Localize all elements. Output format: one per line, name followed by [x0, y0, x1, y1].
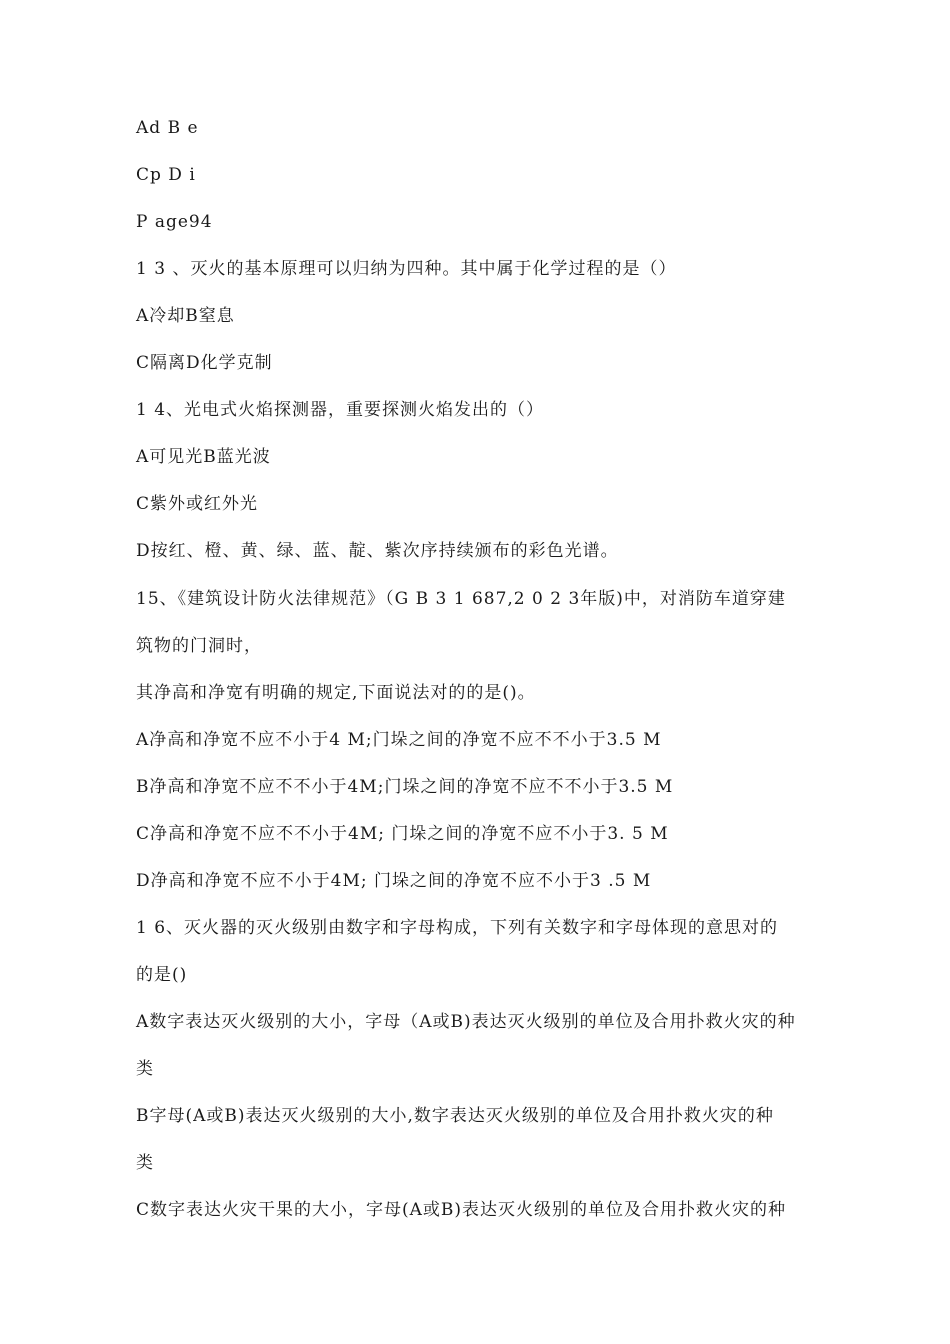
- question-15: 15、《建筑设计防火法律规范》（G B 3 1 687,2 0 2 3年版)中，对消防车道穿建: [136, 589, 786, 609]
- question-15-option-a: A净高和净宽不应不小于4 M;门垛之间的净宽不应不不小于3.5 M: [136, 730, 662, 750]
- question-14-option-c: C紫外或红外光: [136, 494, 259, 514]
- question-13-options-ab: A冷却B窒息: [136, 306, 235, 326]
- question-16: 1 6、灭火器的灭火级别由数字和字母构成，下列有关数字和字母体现的意思对的: [136, 918, 779, 938]
- question-14: 1 4、光电式火焰探测器，重要探测火焰发出的（）: [136, 400, 545, 420]
- question-15-cont: 筑物的门洞时，: [136, 636, 262, 656]
- question-13: 1 3 、灭火的基本原理可以归纳为四种。其中属于化学过程的是（）: [136, 259, 677, 279]
- option-line-a-e: Ad B e: [136, 118, 199, 138]
- question-16-option-c: C数字表达火灾干果的大小，字母(A或B)表达灭火级别的单位及合用扑救火灾的种: [136, 1200, 787, 1220]
- page-marker: P age94: [136, 212, 213, 232]
- question-15-option-c: C净高和净宽不应不不小于4M; 门垛之间的净宽不应不小于3. 5 M: [136, 824, 669, 844]
- question-16-option-b-cont: 类: [136, 1153, 154, 1173]
- question-16-option-a-cont: 类: [136, 1059, 154, 1079]
- question-16-cont: 的是(): [136, 965, 188, 985]
- option-line-c-i: Cp D i: [136, 165, 196, 185]
- question-14-options-ab: A可见光B蓝光波: [136, 447, 271, 467]
- question-16-option-b: B字母(A或B)表达灭火级别的大小,数字表达灭火级别的单位及合用扑救火灾的种: [136, 1106, 774, 1126]
- question-15-prompt: 其净高和净宽有明确的规定,下面说法对的的是()。: [136, 683, 536, 703]
- question-13-options-cd: C隔离D化学克制: [136, 353, 273, 373]
- question-16-option-a: A数字表达灭火级别的大小，字母（A或B)表达灭火级别的单位及合用扑救火灾的种: [136, 1012, 796, 1032]
- question-15-option-d: D净高和净宽不应不小于4M; 门垛之间的净宽不应不小于3 .5 M: [136, 871, 652, 891]
- question-15-option-b: B净高和净宽不应不不小于4M;门垛之间的净宽不应不不小于3.5 M: [136, 777, 674, 797]
- question-14-option-d: D按红、橙、黄、绿、蓝、靛、紫次序持续颁布的彩色光谱。: [136, 541, 619, 561]
